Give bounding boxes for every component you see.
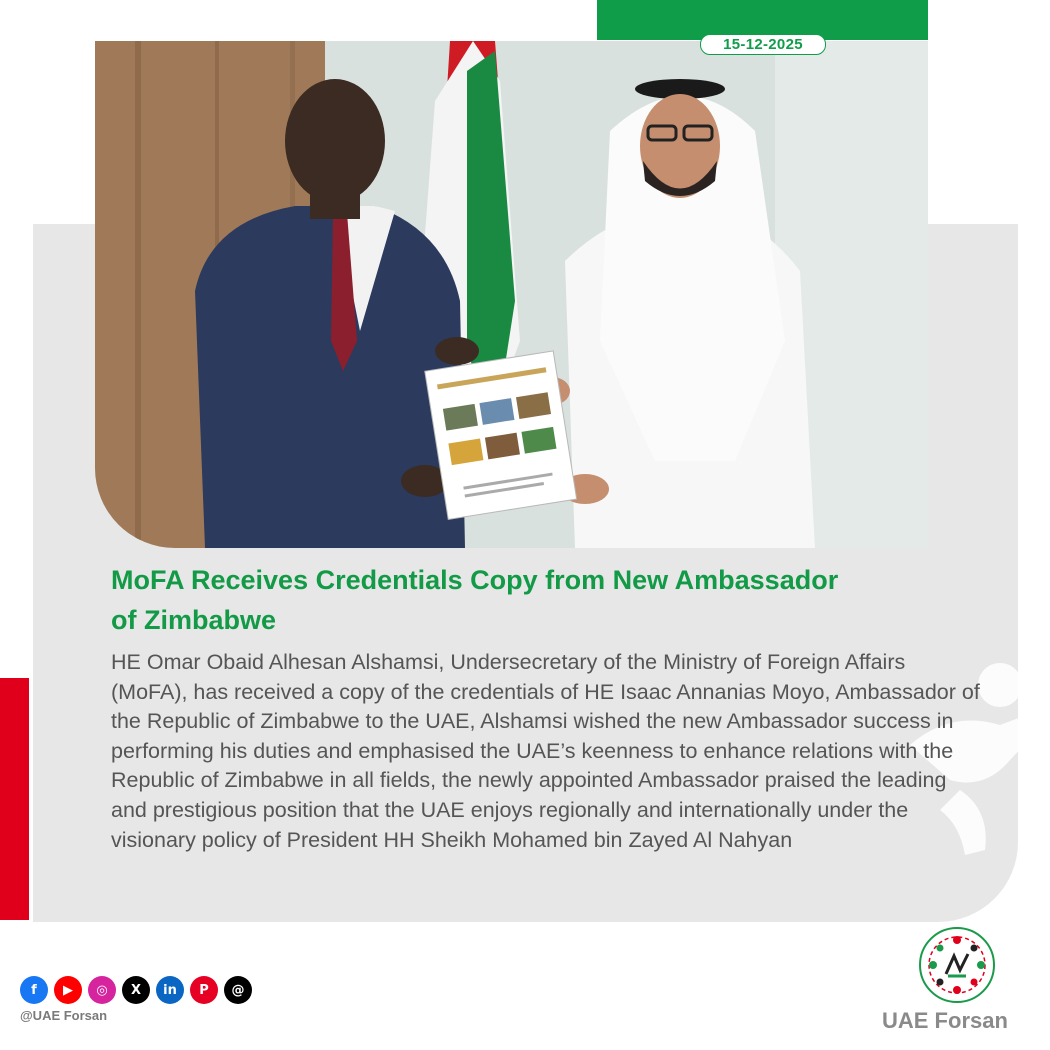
side-red-bar xyxy=(0,678,29,920)
instagram-icon[interactable]: ◎ xyxy=(88,976,116,1004)
headline: MoFA Receives Credentials Copy from New Ambassador of Zimbabwe xyxy=(111,565,839,635)
uae-forsan-logo-icon xyxy=(918,926,996,1004)
x-icon[interactable]: X xyxy=(122,976,150,1004)
date-badge: 15-12-2025 xyxy=(700,34,826,55)
social-icons-row xyxy=(20,976,252,1004)
linkedin-icon[interactable]: in xyxy=(156,976,184,1004)
news-photo xyxy=(95,41,928,548)
social-handle: @UAE Forsan xyxy=(20,1008,108,1023)
facebook-icon[interactable]: f xyxy=(20,976,48,1004)
article-body: HE Omar Obaid Alhesan Alshamsi, Undersecretary of the Ministry of Foreign Affairs (MoFA), has received a copy of the credentials of HE Isaac Annanias Moyo, Ambassador of the Republic of Zimbabwe to the UAE, Alshamsi wished the new Ambassador success in performing his duties and emphasised the UAE’s keenness to enhance relations with the Republic of Zimbabwe in all fields, the newly appointed Ambassador praised the leading and prestigious position that the UAE enjoys regionally and internationally under the visionary policy of President HH Sheikh Mohamed bin Zayed Al Nahyan xyxy=(111,650,980,852)
threads-icon[interactable]: @ xyxy=(224,976,252,1004)
youtube-icon[interactable]: ▶ xyxy=(54,976,82,1004)
brand-name: UAE Forsan xyxy=(882,1008,1008,1033)
pinterest-icon[interactable]: P xyxy=(190,976,218,1004)
